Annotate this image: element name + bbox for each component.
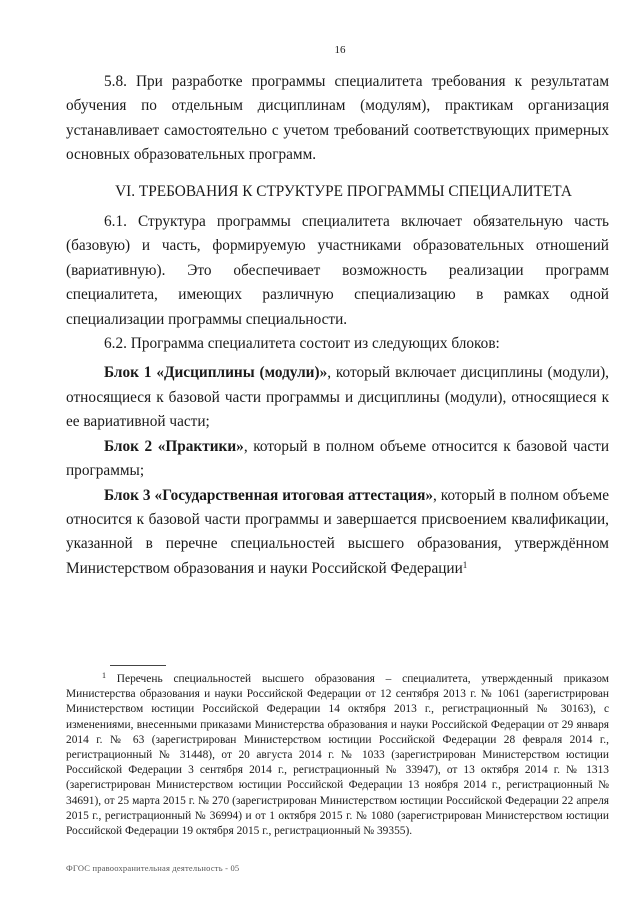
footnote-mark: 1 <box>102 671 106 680</box>
paragraph-6-1: 6.1. Структура программы специалитета включает обязательную часть (базовую) и часть, формируемую участниками образовательных отношений (вариативную). Это обеспечивает возможность реализации программ специалитета, имеющих различную специализацию в рамках одной специализации программы специальности. <box>66 213 609 328</box>
block-3-text: , который в полном объеме относится к базовой части программы и завершается присвоением квалификации, указанной в перечне специальностей высшего образования, утверждённом Министерством образования и науки Российской Федерации <box>66 486 609 577</box>
footnote-text: Перечень специальностей высшего образования – специалитета, утвержденный приказом Министерства образования и науки Российской Федерации от 12 сентября 2013 г. № 1061 (зарегистрирован Министерством юстиции Российской Федерации 14 октября 2013 г., регистрационный № 30163), с изменениями, внесенными приказами Министерства образования и науки Российской Федерации от 29 января 2014 г. № 63 (зарегистрирован Министерством юстиции Российской Федерации 28 февраля 2014 г., регистрационный № 31448), от 20 августа 2014 г. № 1033 (зарегистрирован Министерством юстиции Российской Федерации 3 сентября 2014 г., регистрационный № 33947), от 13 октября 2014 г. № 1313 (зарегистрирован Министерством юстиции Российской Федерации 13 ноября 2014 г., регистрационный № 34691), от 25 марта 2015 г. № 270 (зарегистрирован Министерством юстиции Российской Федерации 22 апреля 2015 г., регистрационный № 36994) и от 1 октября 2015 г. № 1080 (зарегистрирован Министерством юстиции Российской Федерации 19 октября 2015 г., регистрационный № 39355). <box>66 673 609 838</box>
block-2-text: , который в полном объеме относится к базовой части программы; <box>66 437 610 480</box>
paragraph-5-8: 5.8. При разработке программы специалитета требования к результатам обучения по отдельным дисциплинам (модулям), практикам организация устанавливает самостоятельно с учетом требований соответствующих примерных основных образовательных программ. <box>66 73 609 164</box>
body-text <box>66 70 609 581</box>
paragraph-6-2: 6.2. Программа специалитета состоит из следующих блоков: <box>104 335 500 353</box>
block-2-item <box>66 435 609 484</box>
footnote-reference[interactable]: 1 <box>462 559 468 570</box>
block-3-item <box>66 484 609 582</box>
block-1-text: , который включает дисциплины (модули), относящиеся к базовой части программы и дисциплины (модули), относящиеся к ее вариативной части; <box>66 364 609 431</box>
block-3-title: Блок 3 «Государственная итоговая аттестация» <box>104 486 433 504</box>
section-heading: VI. ТРЕБОВАНИЯ К СТРУКТУРЕ ПРОГРАММЫ СПЕЦИАЛИТЕТА <box>115 182 572 200</box>
page-number: 16 <box>334 44 346 56</box>
footnote <box>66 672 609 839</box>
footnote-divider <box>110 665 166 666</box>
block-2-title: Блок 2 «Практики» <box>104 437 244 455</box>
footnote-text-line <box>66 672 609 839</box>
block-1-title: Блок 1 «Дисциплины (модули)» <box>104 364 328 382</box>
block-1-item <box>66 361 609 434</box>
page-footer: ФГОС правоохранительная деятельность - 05 <box>66 863 240 873</box>
